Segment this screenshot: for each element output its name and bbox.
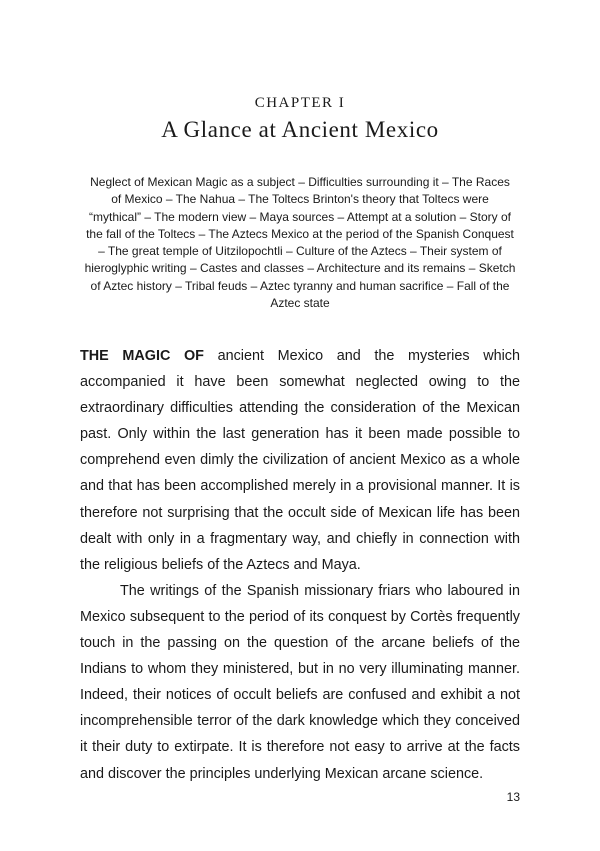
- chapter-title: A Glance at Ancient Mexico: [161, 117, 439, 142]
- paragraph-1-text: ancient Mexico and the mysteries which accompanied it have been somewhat neglected owing to the extraordinary difficulties attending the consideration of the Mexican past. Only within the last generation has it been made possible to comprehend even dimly the civilization of ancient Mexico as a whole and that has been accomplished merely in a provisional manner. It is therefore not surprising that the occult side of Mexican life has been dealt with only in a fragmentary way, and chiefly in connection with the religious beliefs of the Aztecs and Maya.: [80, 348, 520, 573]
- paragraph-2: The writings of the Spanish missionary friars who laboured in Mexico subsequent to the period of its conquest by Cortès frequently touch in the passing on the question of the arcane beliefs of the Indians to whom they ministered, but in no very illuminating manner. Indeed, their notices of occult beliefs are confused and exhibit a not incomprehensible terror of the dark knowledge which they conceived it their duty to extirpate. It is therefore not easy to arrive at the facts and discover the principles underlying Mexican arcane science.: [80, 582, 520, 782]
- paragraph-1: [80, 343, 520, 578]
- chapter-synopsis: Neglect of Mexican Magic as a subject – Difficulties surrounding it – The Races of Mexico – The Nahua – The Toltecs Brinton's theory that Toltecs were “mythical” – The modern view – Maya sources – Attempt at a solution – Story of the fall of the Toltecs – The Aztecs Mexico at the period of the Spanish Conquest – The great temple of Uitzilopochtli – Culture of the Aztecs – Their system of hieroglyphic writing – Castes and classes – Architecture and its remains – Sketch of Aztec history – Tribal feuds – Aztec tyranny and human sacrifice – Fall of the Aztec state: [84, 175, 516, 311]
- chapter-label: CHAPTER I: [254, 95, 346, 111]
- body-text: [80, 343, 520, 787]
- page-number: 13: [506, 790, 520, 804]
- lead-in-caps: THE MAGIC OF: [80, 348, 204, 364]
